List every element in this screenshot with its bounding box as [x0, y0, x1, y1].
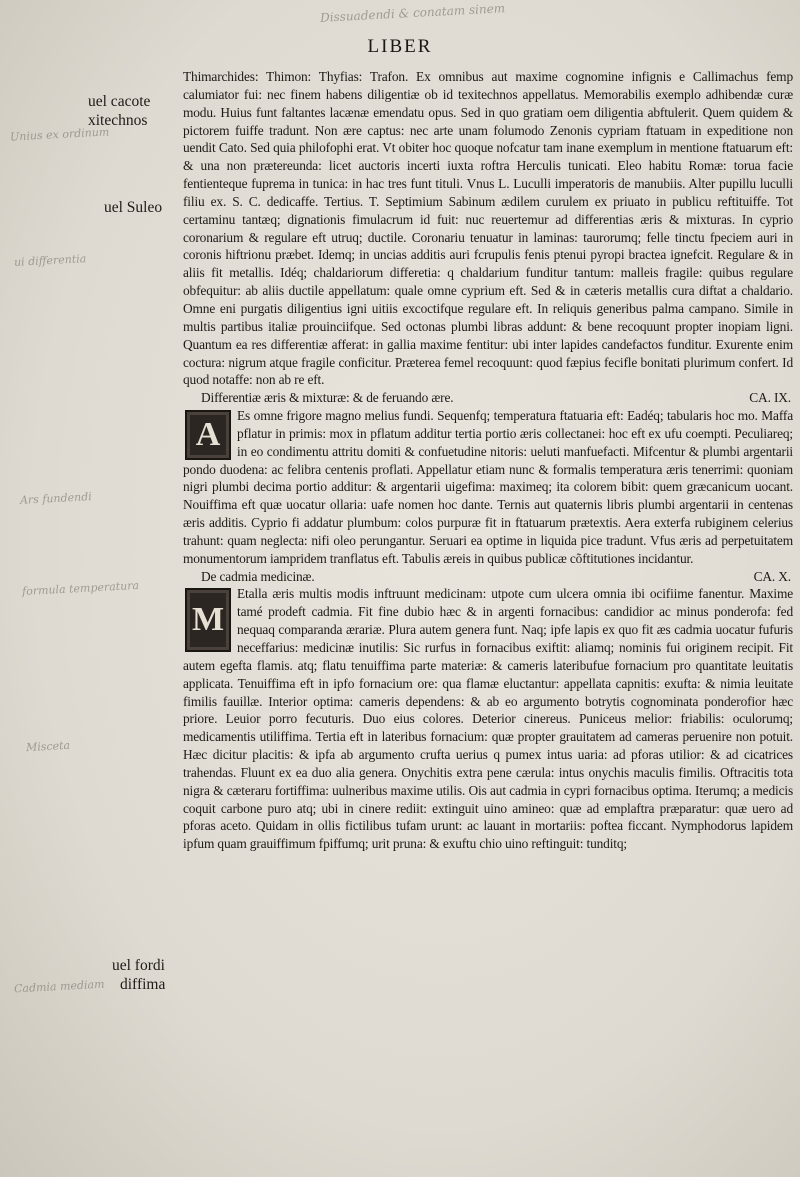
chapter-heading-x: [183, 568, 793, 586]
decorated-initial-a: A: [185, 410, 231, 460]
handwritten-note: formula temperatura: [21, 578, 140, 599]
chapter-number: CA. IX.: [749, 390, 791, 406]
paragraph-text: Etalla æris multis modis inftruunt medicinam: utpote cum ulcera omnia ibi ocifiime fanentur. Maxime tamé prodeft cadmia. Fit fine dubio hæc & in argenti fornacibus: candidior ac minus ponderofa: fed nequaq comparanda ærariæ. Plura autem genera funt. Naq; ipfe lapis ex quo fit æs cadmia uocatur fufuris neceffarius: medicinæ inutilis: Sic rurfus in fornacibus exiftit: aliamq; nominis fui originem recipit. Fit autem egefta flamis. atq; flatu tenuiffima parte materiæ: & cameris lateribufue fornacium pro quantitate leuitatis applicata. Tenuiffima eft in ipfo fornacium ore: qua flamæ eluctantur: appellata capnitis: exufta: & nimia leuitate fimilis fauillæ. Interior optima: cameris dependens: & ab eo argumento botrytis cognominata ponderofior hæc priore. Leuior porro fecuturis. Duo eius colores. Deterior cinereus. Puniceus melior: friabilis: oculorumq; medicamentis utiliffima. Tertia eft in lateribus fornacium: quæ propter grauitatem ad cameras peruenire non potuit. Hæc dicitur placitis: & ipfa ab argumento crufta uerius q pumex intus uaria: ad pforas utilior: & ad cicatrices trahendas. Fluunt ex ea duo alia genera. Onychitis extra pene cærula: intus onychis maculis fimilis. Oftracitis tota nigra & cæteraru fortiffima: uulneribus maxime utilis. Ois aut cadmia in cypri fornacibus optima. Iterumq; a medicis coquit carbone puro atq; ubi in cinere rediit: extinguit uino amineo: quæ ad emplaftra præparatur: quæ uero ad pforas aceto. Quidam in ollis fictilibus tufam urunt: ac lauant in mortariis: poftea ficcant. Nymphodorus lapidem ipfum quam grauiffimum fpiffumq; urit pruna: & exuftu chio uino reftinguit: tunditq;: [183, 586, 793, 852]
handwritten-note: Cadmia mediam: [13, 977, 105, 996]
running-header: LIBER: [367, 36, 433, 57]
handwritten-note: Misceta: [25, 738, 71, 755]
paragraph-section-2: [183, 407, 793, 568]
margin-note-line: uel fordi: [112, 957, 165, 974]
margin-note-line: uel cacote: [88, 93, 151, 110]
margin-note-suleo: [104, 198, 162, 217]
margin-note-cacote: [88, 92, 150, 130]
chapter-heading-ix: [183, 389, 793, 407]
chapter-title: De cadmia medicinæ.: [201, 568, 315, 584]
handwritten-note: Ars fundendi: [19, 490, 93, 507]
paragraph-section-1: Thimarchides: Thimon: Thyfias: Trafon. Ex omnibus aut maxime cognomine infignis e Callimachus femp calumiator fui: nec finem habens diligentiæ ob id texitechnos appellatus. Memorabilis exemplo adhibendæ curæ modu. Huius funt faltantes lacænæ emendatu opus. Sed in quo gratiam oem diligentia abftulerit. Quem quidem & pictorem fuiffe tradunt. Non ære captus: nec arte unam folumodo Zenonis cypriam ftatuam in expeditione non uendit Cato. Sed quia philofophi erat. Vt obiter hoc quoque nofcatur tam inane exemplum in mentione ftatuarum eft: & una non prætereunda: licet auctoris incerti iuxta roftra Herculis tunicati. Eleo habitu Romæ: torua facie fentienteque fuprema in tunica: in hac tres funt tituli. Vnus L. Luculli imperatoris de manubiis. Alter pupillu luculli filiu ex. S. C. dedicaffe. Tertius. T. Septimium Sabinum ædilem curulem ex priuato in publicu reftituiffe. Tot certaminu tantæq; dignationis fimulacrum id fuit: nuc reuertemur ad differentias æris & mixturas. In cyprio coronarium & regulare eft utruq; ductile. Coronariu tenuatur in laminas: taurorumq; felle tinctu fpeciem auri in coronis hiftrionu præbet. Idemq; in uncias additis auri fcrupulis fenis ptenui pyropi bractea ignefcit. Regulare & in aliis fit metallis. Idéq; chaldariorum differetia: q chaldarium funditur tantum: malleis fragile: quibus regulare obfequitur: ab aliis ductile appellatum: quale omne cyprium eft. Sed & in cæteris metallis cura diftat a chaldario. Omne eni purgatis diligentius igni uitiis excoctifque regulare eft. In reliquis generibus palma campano. Simile in multis partibus italiæ prouinciifque. Sed octonas plumbi libras addunt: & bene recoquunt propter inopiam ligni. Quantum ea res differentiæ afferat: in gallia maxime fentitur: ubi inter lapides candefactos funditur. Exurente enim coctura: nigrum atque fragile conficitur. Præterea femel recoquunt: quod fæpius fecifle bonitati plurimum confert. Id quod notaffe: non ab re eft.: [183, 69, 793, 388]
margin-note-sordidissima: [112, 956, 165, 994]
margin-note-line: xitechnos: [88, 112, 148, 129]
margin-note-line: diffima: [120, 976, 166, 993]
paragraph-text: Es omne frigore magno melius fundi. Sequenfq; temperatura ftatuaria eft: Eadéq; tabularis hoc mo. Maffa pflatur in primis: mox in pflatum additur tertia portio æris collectanei: hoc eft ex ufu coempti. Peculiareq; in eo condimentu attritu domiti & confuetudine nitoris: ueluti manfuefacti. Mifcentur & plumbi argentarii pondo duodena: ac felibra centenis proflati. Appellatur etiam nunc & formalis temperatura æris tenerrimi: quoniam nigri plumbi decima portio additur: & argentarii uigefima: maximeq; ita colorem bibit: quem græcanicum uocant. Nouiffima eft quæ uocatur ollaria: uafe nomen hoc dante. Ternis aut quaternis libris plumbi argentarii in centenas æris additis. Cyprio fi addatur plumbum: colos purpuræ fit in ftatuarum prætextis. Aera exterfa rubiginem celerius trahunt: quam neglecta: nifi oleo perungantur. Seruari ea optime in liquida pice tradunt. Vfus æris ad perpetuitatem monumentorum iampridem tranflatus eft. Tabulis æreis in quibus publicæ cõftitutiones incidantur.: [183, 408, 793, 566]
main-text-column: [183, 68, 793, 853]
handwritten-note: Unius ex ordinum: [9, 125, 110, 144]
chapter-number: CA. X.: [753, 568, 791, 584]
chapter-title: Differentiæ æris & mixturæ: & de feruando ære.: [201, 390, 454, 406]
handwritten-note: ui differentia: [13, 252, 87, 269]
margin-note-line: uel Suleo: [104, 199, 163, 216]
handwritten-note: Dissuadendi & conatam sinem: [319, 1, 506, 25]
paragraph-section-3: [183, 585, 793, 853]
decorated-initial-m: M: [185, 588, 231, 652]
